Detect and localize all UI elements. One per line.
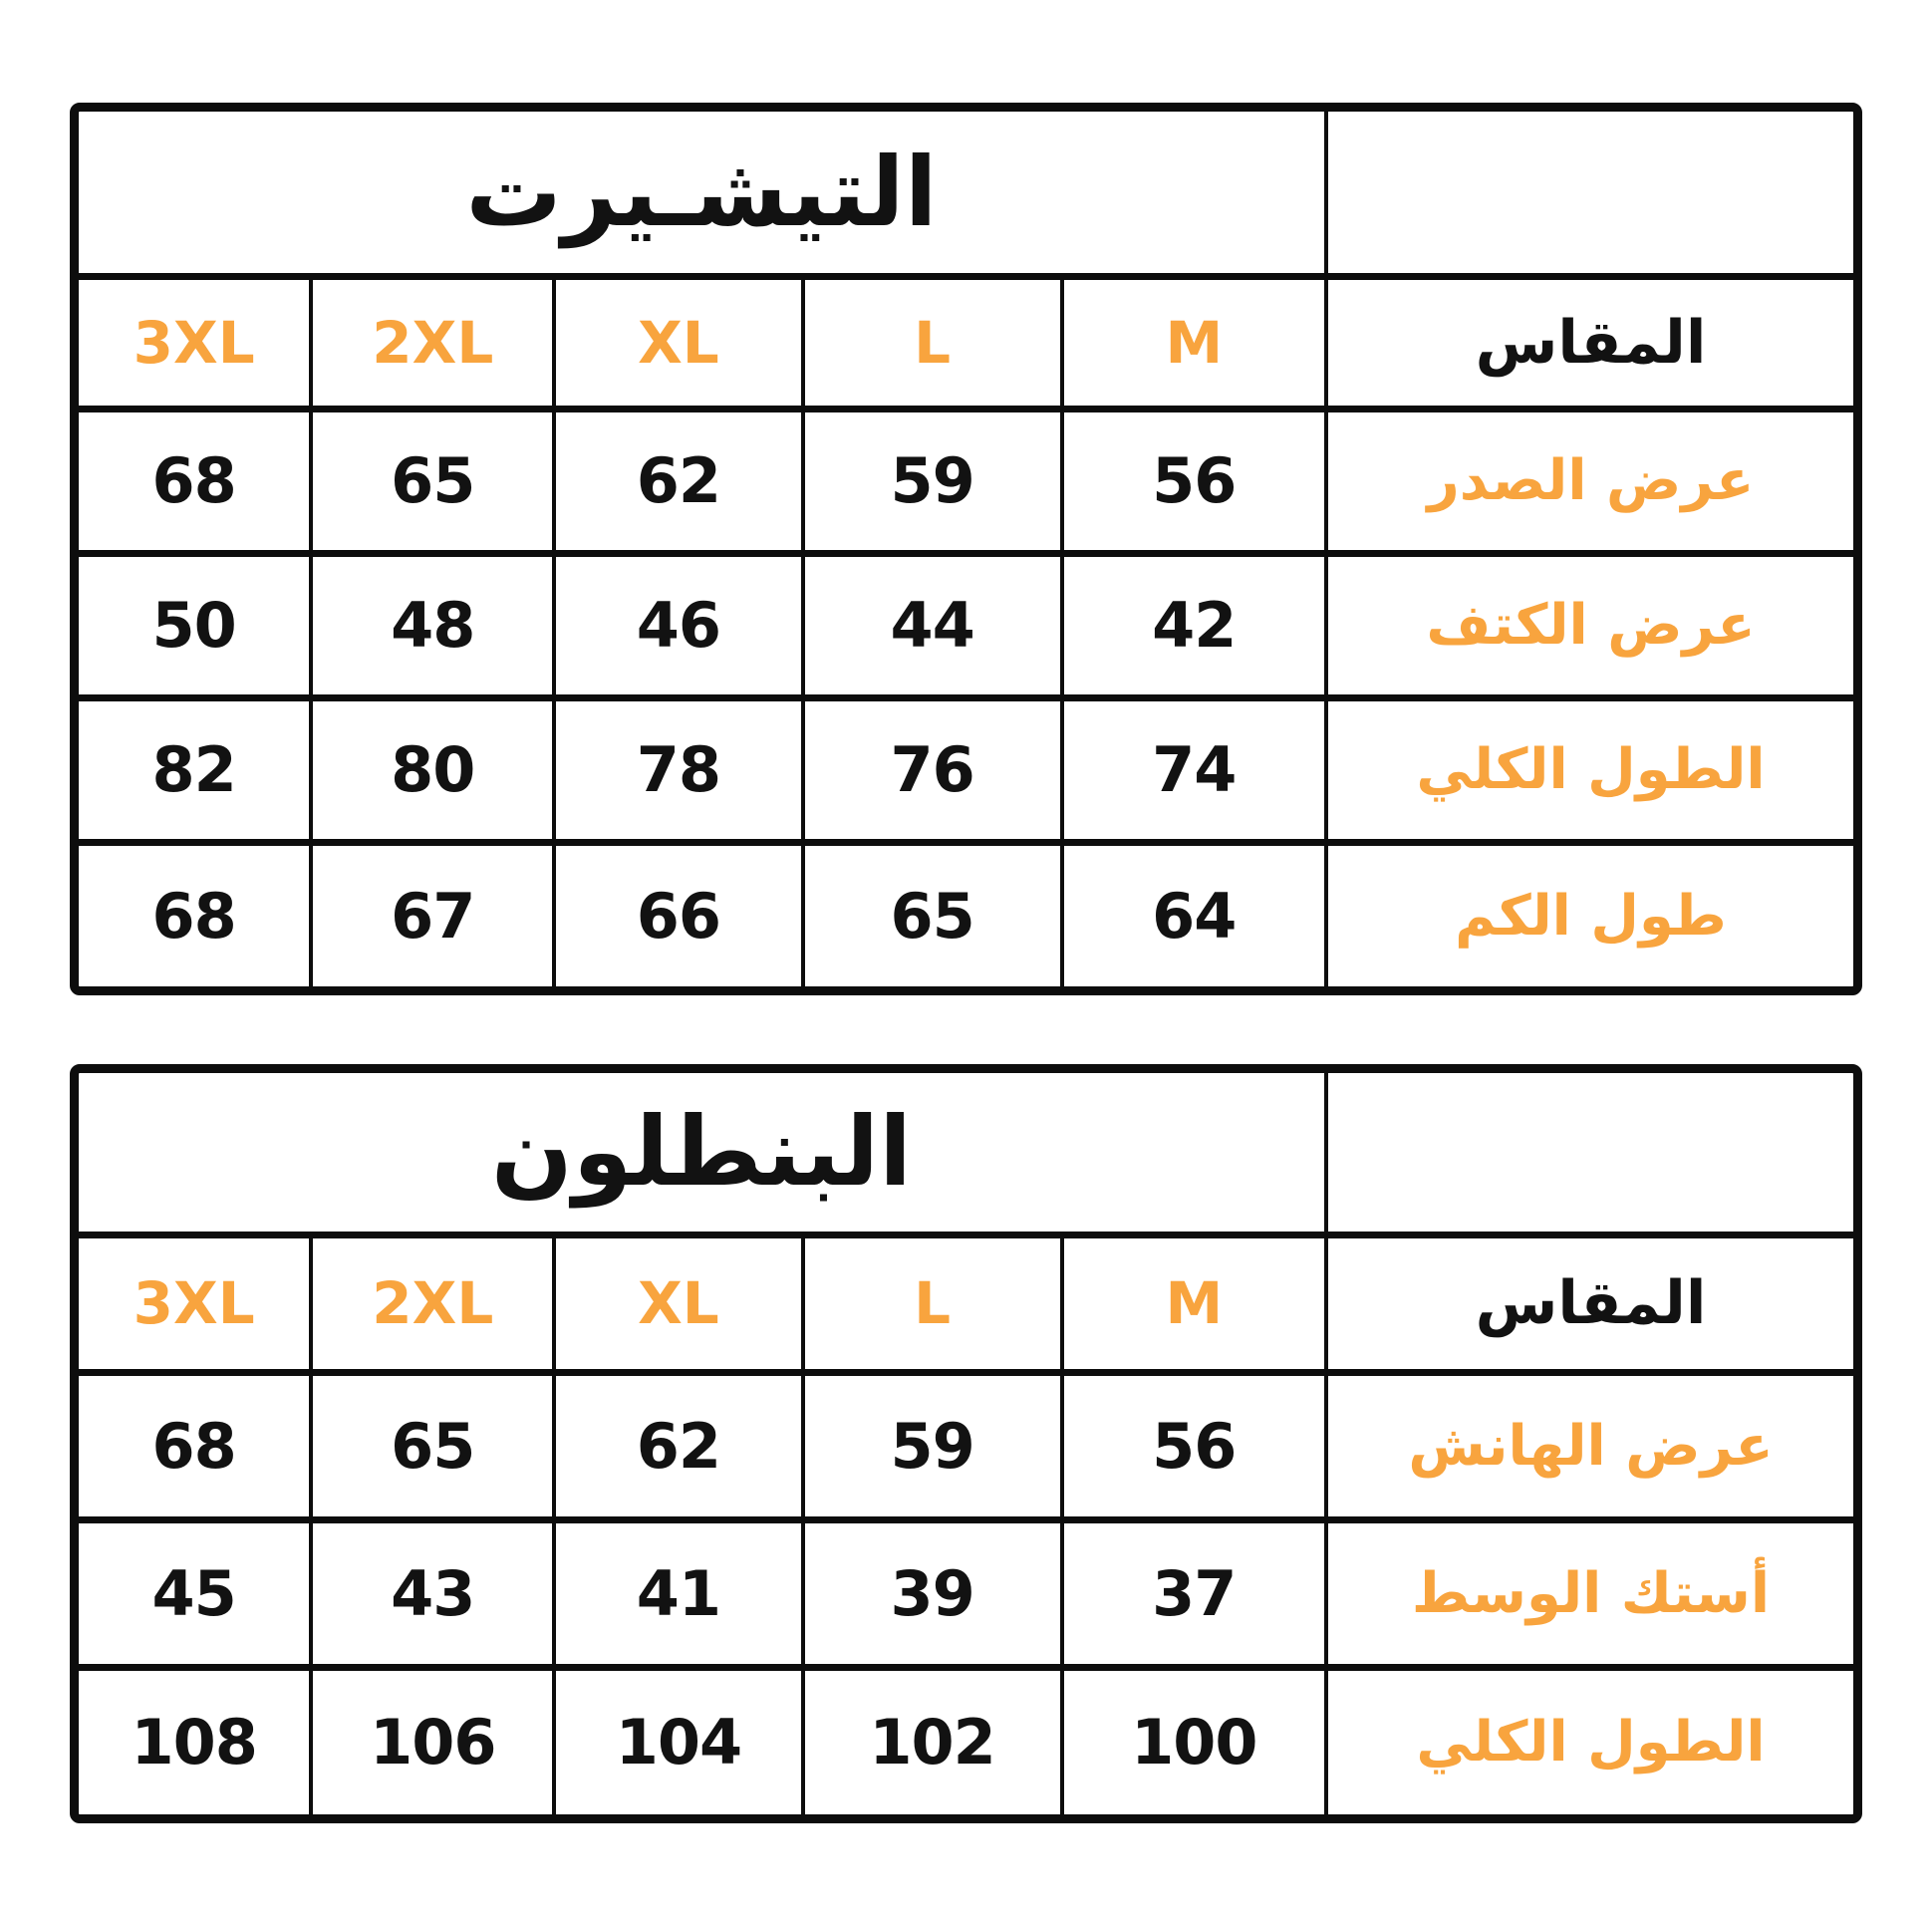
pants-row-total-length	[79, 1667, 1853, 1814]
value-cell: 37	[1062, 1519, 1326, 1667]
pants-row-waist-elastic	[79, 1519, 1853, 1667]
value-cell: 62	[554, 1372, 802, 1519]
tshirt-table-title: التيشـيرت	[465, 136, 938, 248]
value-cell: 68	[79, 842, 311, 986]
value-cell: 67	[311, 842, 554, 986]
value-cell: 56	[1062, 409, 1326, 553]
value-cell: 44	[803, 553, 1062, 697]
pants-size-table	[70, 1064, 1862, 1823]
value-cell: 65	[803, 842, 1062, 986]
value-cell: 65	[311, 409, 554, 553]
value-cell: 100	[1062, 1667, 1326, 1814]
row-label-shoulder-width: عرض الكتف	[1326, 553, 1853, 697]
value-cell: 56	[1062, 1372, 1326, 1519]
value-cell: 48	[311, 553, 554, 697]
value-cell: 50	[79, 553, 311, 697]
tshirt-size-table	[70, 103, 1862, 995]
value-cell: 39	[803, 1519, 1062, 1667]
pants-table-title: البنطلون	[490, 1096, 913, 1209]
value-cell: 102	[803, 1667, 1062, 1814]
value-cell: 78	[554, 697, 802, 842]
pants-size-header-xl: XL	[554, 1234, 802, 1372]
row-label-chest-width: عرض الصدر	[1326, 409, 1853, 553]
tshirt-measure-header: المقاس	[1326, 276, 1853, 409]
value-cell: 41	[554, 1519, 802, 1667]
pants-row-hip-width	[79, 1372, 1853, 1519]
row-label-total-length: الطول الكلي	[1326, 697, 1853, 842]
row-label-hip-width: عرض الهانش	[1326, 1372, 1853, 1519]
value-cell: 104	[554, 1667, 802, 1814]
value-cell: 66	[554, 842, 802, 986]
value-cell: 68	[79, 1372, 311, 1519]
tshirt-row-sleeve-length	[79, 842, 1853, 986]
row-label-total-length: الطول الكلي	[1326, 1667, 1853, 1814]
value-cell: 64	[1062, 842, 1326, 986]
tshirt-title-empty-cell	[1326, 112, 1853, 276]
tshirt-size-header-2xl: 2XL	[311, 276, 554, 409]
value-cell: 46	[554, 553, 802, 697]
value-cell: 59	[803, 1372, 1062, 1519]
value-cell: 74	[1062, 697, 1326, 842]
value-cell: 76	[803, 697, 1062, 842]
tshirt-row-total-length	[79, 697, 1853, 842]
pants-measure-header: المقاس	[1326, 1234, 1853, 1372]
pants-table	[79, 1073, 1853, 1814]
value-cell: 43	[311, 1519, 554, 1667]
value-cell: 82	[79, 697, 311, 842]
tshirt-size-header-m: M	[1062, 276, 1326, 409]
tshirt-title-row	[79, 112, 1853, 276]
tshirt-size-header-3xl: 3XL	[79, 276, 311, 409]
tshirt-row-chest-width	[79, 409, 1853, 553]
pants-header-row	[79, 1234, 1853, 1372]
value-cell: 80	[311, 697, 554, 842]
value-cell: 68	[79, 409, 311, 553]
pants-size-header-l: L	[803, 1234, 1062, 1372]
tshirt-header-row	[79, 276, 1853, 409]
tshirt-row-shoulder-width	[79, 553, 1853, 697]
tshirt-size-header-l: L	[803, 276, 1062, 409]
value-cell: 62	[554, 409, 802, 553]
tshirt-table	[79, 112, 1853, 986]
value-cell: 65	[311, 1372, 554, 1519]
row-label-waist-elastic: أستك الوسط	[1326, 1519, 1853, 1667]
pants-title-empty-cell	[1326, 1073, 1853, 1234]
value-cell: 106	[311, 1667, 554, 1814]
tshirt-size-header-xl: XL	[554, 276, 802, 409]
pants-size-header-m: M	[1062, 1234, 1326, 1372]
value-cell: 108	[79, 1667, 311, 1814]
value-cell: 42	[1062, 553, 1326, 697]
pants-title-row	[79, 1073, 1853, 1234]
row-label-sleeve-length: طول الكم	[1326, 842, 1853, 986]
value-cell: 59	[803, 409, 1062, 553]
value-cell: 45	[79, 1519, 311, 1667]
pants-size-header-3xl: 3XL	[79, 1234, 311, 1372]
pants-size-header-2xl: 2XL	[311, 1234, 554, 1372]
